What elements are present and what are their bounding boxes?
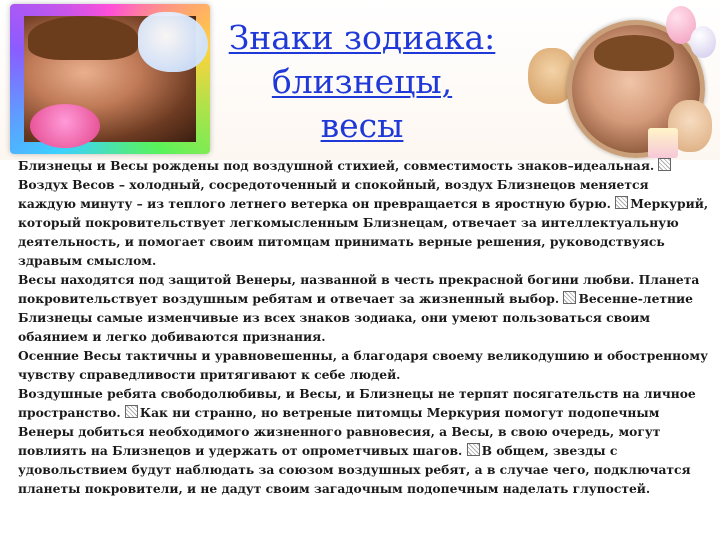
cake-decoration — [648, 128, 678, 158]
pony-decoration — [30, 104, 100, 148]
photo-boy-left — [10, 4, 210, 154]
paragraph-segment: Осенние Весы тактичны и уравновешенны, а благодаря своему великодушию и обостренному чувству справедливости притягивают к себе людей. — [18, 348, 708, 382]
balloon-decoration-2 — [690, 26, 716, 58]
paragraph-segment: Воздушные ребята свободолюбивы, и Весы, и Близнецы не терпят посягательств на личное пространство. — [18, 386, 696, 420]
paragraph-segment: Весенне-летние Близнецы самые изменчивые из всех знаков зодиака, они умеют пользоваться своим обаянием и легко добиваются признания. — [18, 291, 693, 344]
paragraph-segment: Воздух Весов – холодный, сосредоточенный и спокойный, воздух Близнецов меняется каждую минуту – из теплого летнего ветерка он превращается в яростную бурю. — [18, 177, 649, 211]
slide-title — [212, 16, 512, 148]
title-line-1: Знаки зодиака: — [228, 18, 496, 57]
broken-image-icon — [563, 291, 576, 304]
paragraph — [18, 346, 710, 384]
photo-right-hair — [594, 35, 674, 71]
paragraph — [18, 270, 710, 346]
broken-image-icon — [125, 405, 138, 418]
title-line-3: весы — [320, 106, 404, 145]
unicorn-decoration — [138, 12, 208, 72]
paragraph-segment: В общем, звезды с удовольствием будут наблюдать за союзом воздушных ребят, а в случае чего, подключатся планеты покровители, и не дадут своим загадочным подопечным наделать глупостей. — [18, 443, 691, 496]
broken-image-icon — [467, 443, 480, 456]
paragraph — [18, 384, 710, 498]
broken-image-icon — [615, 196, 628, 209]
paragraph-segment: Весы находятся под защитой Венеры, названной в честь прекрасной богини любви. Планета покровительствует воздушным ребятам и отвечает за жизненный выбор. — [18, 272, 700, 306]
paragraph — [18, 156, 710, 270]
photo-left-hair — [28, 16, 138, 60]
title-line-2: близнецы, — [271, 62, 453, 101]
broken-image-icon — [658, 158, 671, 171]
paragraph-segment: Близнецы и Весы рождены под воздушной стихией, совместимость знаков–идеальная. — [18, 158, 659, 173]
paragraph-segment: Меркурий, который покровительствует легкомысленным Близнецам, отвечает за интеллектуальную деятельность, и помогает своим питомцам принимать верные решения, руководствуясь здравым смыслом. — [18, 196, 709, 268]
paragraph-segment: Как ни странно, но ветреные питомцы Меркурия помогут подопечным Венеры добиться необходимого жизненного равновесия, а Весы, в свою очередь, могут повлиять на Близнецов и удержать от опрометчивых шагов. — [18, 405, 661, 458]
body-text — [18, 156, 710, 498]
